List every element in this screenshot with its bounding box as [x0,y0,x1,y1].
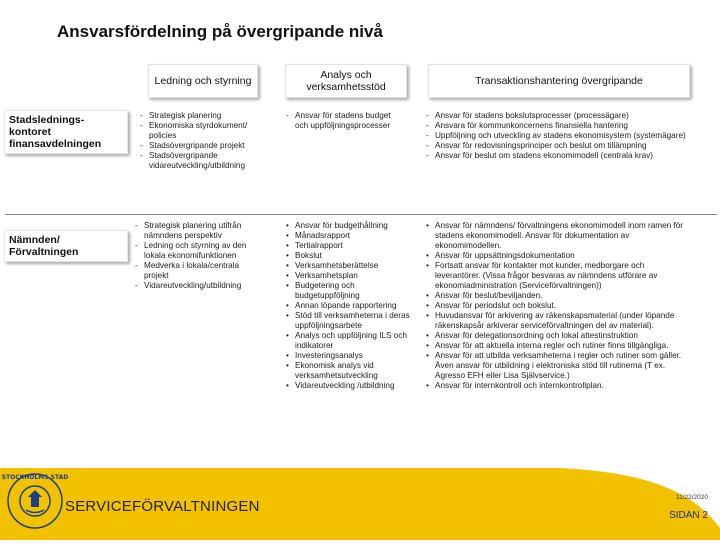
list-item-text: Månadsrapport [295,231,351,240]
list-item [426,291,691,301]
list-item [286,261,416,271]
list-item-text: Ekonomisk analys vid verksamhetsutveckling [295,361,378,380]
bullet-marker: • [426,291,429,300]
list-item-text: Analys och uppföljning ILS och indikatorer [295,331,407,350]
bullet-marker: • [426,221,429,230]
bullet-marker: - [140,141,143,150]
bullet-marker: • [286,301,289,310]
bullet-marker: - [286,111,289,120]
list-item [286,271,416,281]
list-item [426,151,688,161]
cell-row1-transaktion [426,111,688,161]
list-item-text: Ansvar för beslut om stadens ekonomimodell (centrala krav) [435,151,653,160]
list-item-text: Stadsövergripande projekt [149,141,245,150]
bullet-marker: - [426,131,429,140]
page-title: Ansvarsfördelning på övergripande nivå [57,22,383,41]
list-item-text: Ansvar för redovisningsprinciper och beslut om tillämpning [435,141,647,150]
list-item-text: Ansvar för periodslut och bokslut. [435,301,557,310]
list-item-text: Stöd till verksamheterna i deras uppföljningsarbete [295,311,410,330]
list-item [426,121,688,131]
list-item-text: Verksamhetsplan [295,271,358,280]
column-header-ledning: Ledning och styrning [148,64,258,98]
bullet-marker: • [426,381,429,390]
list-item [286,231,416,241]
list-item-text: Ansvar för stadens budget och uppföljningsprocesser [295,111,391,130]
bullet-marker: • [286,331,289,340]
list-item-text: Huvudansvar för arkivering av räkenskapsmaterial (under löpande räkenskapsår arkiverar serviceförvaltningen del av material). [435,311,675,330]
list-item-text: Investeringsanalys [295,351,363,360]
list-item [286,331,416,351]
list-item [286,281,416,301]
bullet-marker: - [135,241,138,250]
list-item-text: Ansvar för att aktuella interna regler och rutiner finns tillgängliga. [435,341,669,350]
list-item [286,381,416,391]
bullet-marker: - [135,261,138,270]
list-item [426,381,691,391]
list-item [426,301,691,311]
bullet-marker: - [135,221,138,230]
row-label-namnden: Nämnden/ Förvaltningen [4,230,128,262]
bullet-marker: • [426,351,429,360]
list-item [286,361,416,381]
bullet-marker: • [426,331,429,340]
list-item [140,141,265,151]
list-item [426,351,691,381]
list-item [286,311,416,331]
list-item [140,121,265,141]
bullet-marker: • [286,231,289,240]
list-item [426,341,691,351]
list-item-text: Tertialrapport [295,241,343,250]
list-item [426,131,688,141]
list-item [140,111,265,121]
list-item-text: Ekonomiska styrdokument/ policies [149,121,248,140]
bullet-marker: • [286,381,289,390]
list-item-text: Ledning och styrning av den lokala ekonomifunktionen [144,241,247,260]
list-item-text: Ansvar för att utbilda verksamheterna i regler och rutiner som gäller. Även ansvar för utbildning i elektroniska stöd till rutinerna (T ex. Agresso EFH eller Lisa Självservice.) [435,351,682,380]
bullet-marker: • [286,241,289,250]
list-item [426,221,691,251]
list-item-text: Ansvar för nämndens/ förvaltningens ekonomimodell inom ramen för stadens ekonomimodell. Ansvar för dokumentation av ekonomimodellen. [435,221,684,250]
list-item [426,261,691,291]
list-item [426,251,691,261]
list-item-text: Strategisk planering utifrån nämndens perspektiv [144,221,242,240]
bullet-marker: • [426,251,429,260]
bullet-marker: • [286,311,289,320]
list-item [286,251,416,261]
logo-text: STOCKHOLMS STAD [1,474,69,481]
bullet-marker: • [286,261,289,270]
column-header-analys: Analys och verksamhetsstöd [285,64,407,98]
list-item-text: Strategisk planering [149,111,222,120]
list-item [426,111,688,121]
bullet-marker: • [286,351,289,360]
bullet-marker: - [426,141,429,150]
bullet-marker: • [286,221,289,230]
list-item-text: Stadsövergripande vidareutveckling/utbildning [149,151,246,170]
bullet-marker: • [286,271,289,280]
list-item-text: Ansvar för internkontroll och internkontrollplan. [435,381,604,390]
column-header-transaktion: Transaktionshantering övergripande [428,64,690,98]
list-item-text: Uppföljning och utveckling av stadens ekonomisystem (systemägare) [435,131,686,140]
bullet-marker: - [135,281,138,290]
bullet-marker: • [426,341,429,350]
bullet-marker: - [140,111,143,120]
list-item [426,141,688,151]
list-item-text: Ansvar för stadens bokslutsprocesser (processägare) [435,111,629,120]
list-item-text: Medverka i lokala/centrala projekt [144,261,240,280]
list-item [135,281,265,291]
cell-row1-analys [286,111,406,131]
list-item-text: Ansvar för budgethållning [295,221,388,230]
bullet-marker: • [286,281,289,290]
list-item [135,221,265,241]
list-item-text: Verksamhetsberättelse [295,261,379,270]
row-label-stadsledningskontoret: Stadslednings-kontoret finansavdelningen [4,110,128,154]
bullet-marker: • [286,251,289,260]
list-item [426,331,691,341]
cell-row2-transaktion [426,221,691,391]
list-item [286,111,406,131]
cell-row2-ledning [135,221,265,291]
cell-row1-ledning [140,111,265,171]
list-item [135,261,265,281]
bullet-marker: - [426,111,429,120]
list-item [286,351,416,361]
organization-name: SERVICEFÖRVALTNINGEN [65,498,260,515]
list-item-text: Annan löpande rapportering [295,301,397,310]
cell-row2-analys [286,221,416,391]
list-item [426,311,691,331]
list-item [140,151,265,171]
bullet-marker: • [426,301,429,310]
list-item [286,221,416,231]
list-item [135,241,265,261]
list-item-text: Bokslut [295,251,322,260]
bullet-marker: • [286,361,289,370]
row-divider [5,214,717,215]
bullet-marker: • [426,261,429,270]
stockholms-stad-logo-icon [1,470,69,532]
list-item-text: Fortsatt ansvar för kontakter mot kunder, medborgare och leverantörer. (Vissa frågor besvaras av nämndens utförare av ekonomiadministration (Serviceförvaltningen)) [435,261,658,290]
bullet-marker: - [426,121,429,130]
list-item-text: Ansvar för uppsättningsdokumentation [435,251,575,260]
bullet-marker: • [426,311,429,320]
list-item-text: Budgetering och budgetuppföljning [295,281,360,300]
list-item-text: Ansvar för delegationsordning och lokal attestinstruktion [435,331,638,340]
footer-date: 11/22/2020 [675,494,708,501]
page-number: SIDAN 2 [669,510,708,521]
bullet-marker: - [140,151,143,160]
bullet-marker: - [426,151,429,160]
list-item-text: Ansvar för beslut/beviljanden. [435,291,543,300]
list-item-text: Vidareutveckling/utbildning [144,281,242,290]
list-item [286,301,416,311]
bullet-marker: - [140,121,143,130]
list-item [286,241,416,251]
list-item-text: Vidareutveckling /utbildning [295,381,395,390]
list-item-text: Ansvara för kommunkoncernens finansiella hantering [435,121,628,130]
